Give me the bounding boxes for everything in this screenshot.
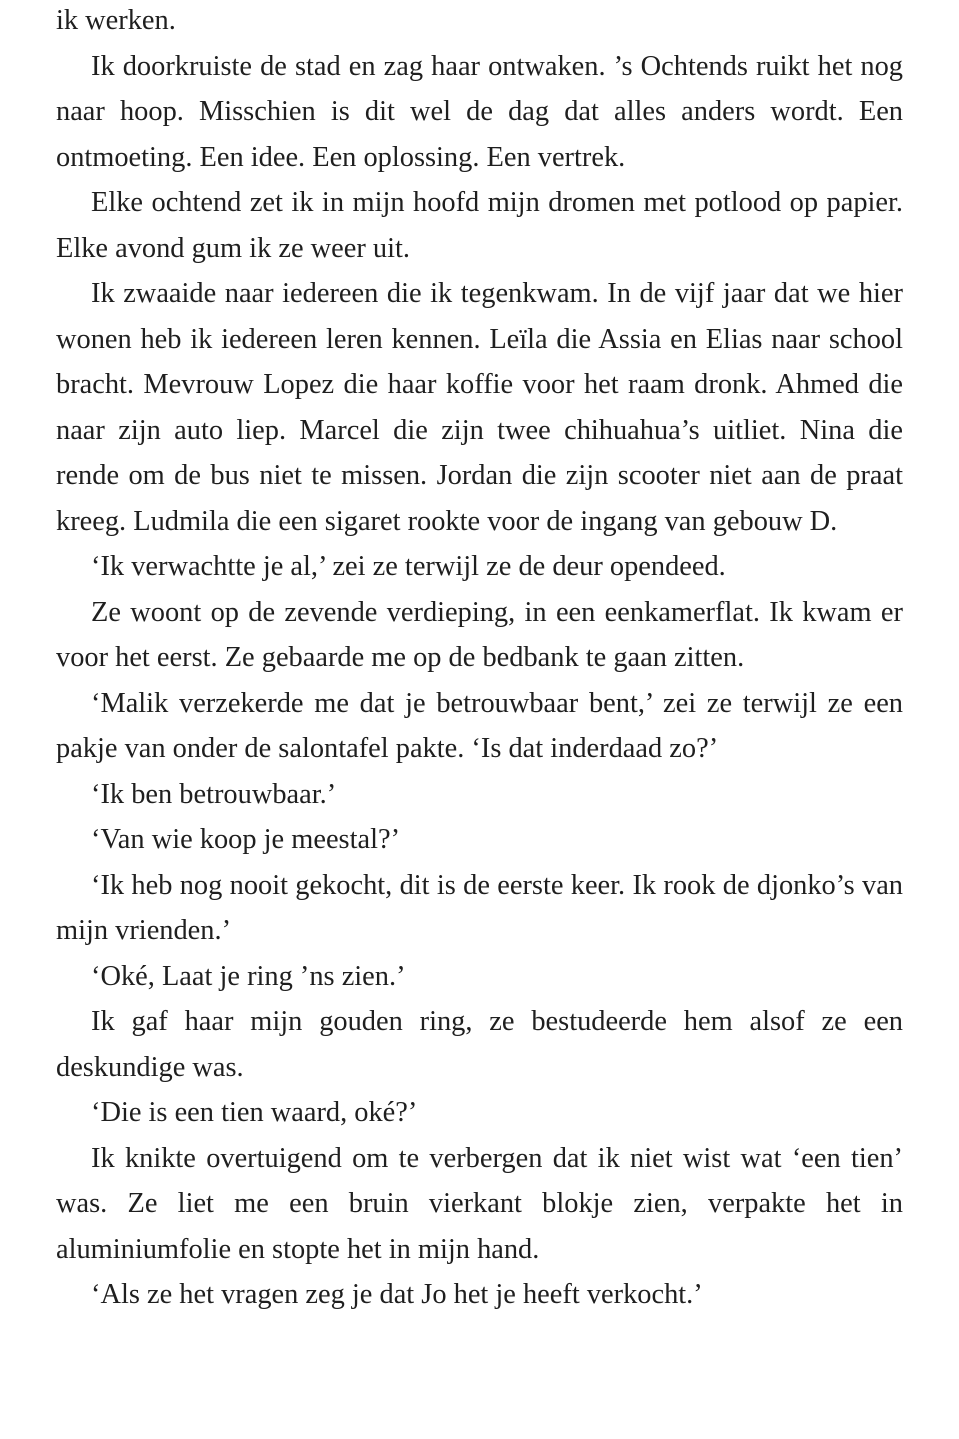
paragraph-3: Elke ochtend zet ik in mijn hoofd mijn dromen met potlood op papier. Elke avond gum ik ze weer uit. [56,187,903,264]
paragraph-6: Ze woont op de zevende verdieping, in een eenkamerflat. Ik kwam er voor het eerst. Ze gebaarde me op de bedbank te gaan zitten. [56,596,903,673]
paragraph-15: ‘Als ze het vragen zeg je dat Jo het je heeft verkocht.’ [91,1279,703,1310]
paragraph-9: ‘Van wie koop je meestal?’ [91,824,401,855]
paragraph-2: Ik doorkruiste de stad en zag haar ontwaken. ’s Ochtends ruikt het nog naar hoop. Misschien is dit wel de dag dat alles anders wordt. Een ontmoeting. Een idee. Een oplossing. Een vertrek. [56,50,903,173]
paragraph-4: Ik zwaaide naar iedereen die ik tegenkwam. In de vijf jaar dat we hier wonen heb ik iedereen leren kennen. Leïla die Assia en Elias naar school bracht. Mevrouw Lopez die haar koffie voor het raam dronk. Ahmed die naar zijn auto liep. Marcel die zijn twee chihuahua’s uitliet. Nina die rende om de bus niet te missen. Jordan die zijn scooter niet aan de praat kreeg. Ludmila die een sigaret rookte voor de ingang van gebouw D. [56,278,903,537]
paragraph-12: Ik gaf haar mijn gouden ring, ze bestudeerde hem alsof ze een deskundige was. [56,1006,903,1083]
paragraph-10: ‘Ik heb nog nooit gekocht, dit is de eerste keer. Ik rook de djonko’s van mijn vrienden.’ [56,869,903,946]
paragraph-8: ‘Ik ben betrouwbaar.’ [91,778,337,810]
book-page-text [56,0,903,1318]
paragraph-11: ‘Oké, Laat je ring ’ns zien.’ [91,960,406,992]
paragraph-7: ‘Malik verzekerde me dat je betrouwbaar bent,’ zei ze terwijl ze een pakje van onder de salontafel pakte. ‘Is dat inderdaad zo?’ [56,687,903,764]
paragraph-5: ‘Ik verwachtte je al,’ zei ze terwijl ze de deur opendeed. [91,551,726,582]
paragraph-1: ik werken. [56,5,176,36]
paragraph-14: Ik knikte overtuigend om te verbergen dat ik niet wist wat ‘een tien’ was. Ze liet me een bruin vierkant blokje zien, verpakte het in aluminiumfolie en stopte het in mijn hand. [56,1142,903,1265]
paragraph-13: ‘Die is een tien waard, oké?’ [91,1097,418,1128]
